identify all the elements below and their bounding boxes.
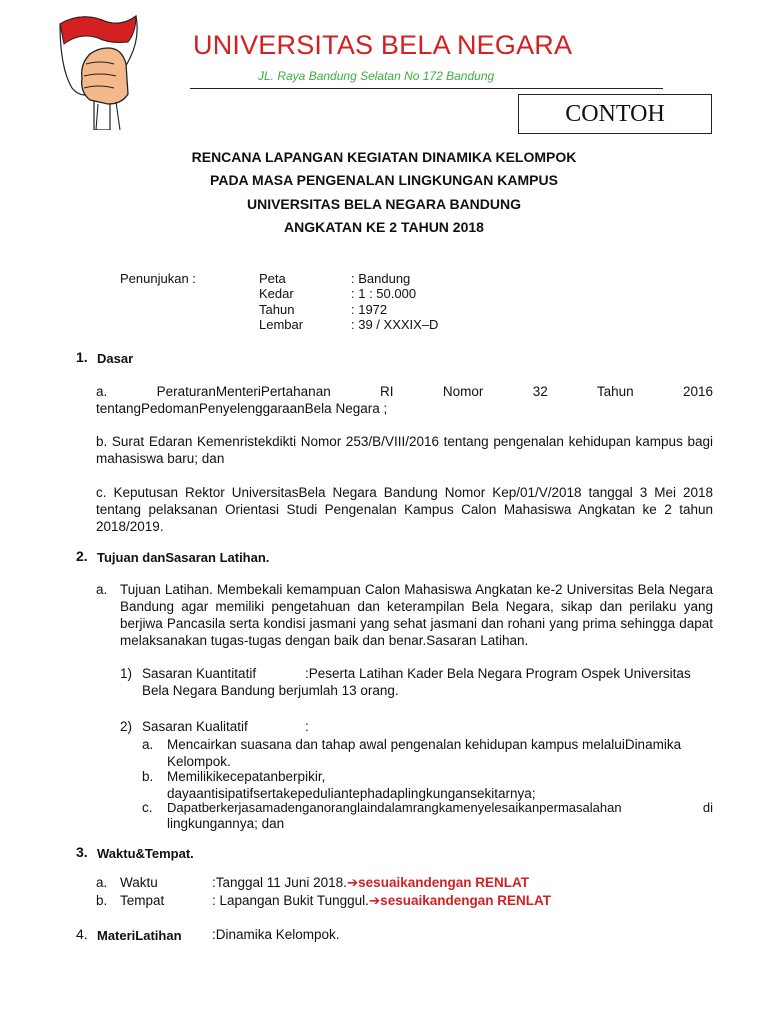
target-value: : — [305, 719, 309, 734]
place-value: : Lapangan Bukit Tunggul. — [212, 893, 369, 908]
section-number: 1. — [76, 349, 88, 365]
list-number: 1) — [120, 666, 133, 681]
target-label: Sasaran Kualitatif — [142, 719, 248, 734]
reference-key: Kedar — [259, 286, 294, 301]
reference-value: : Bandung — [351, 271, 411, 286]
renlat-note: ➔sesuaikandengan RENLAT — [368, 893, 551, 908]
doc-title-line-2: PADA MASA PENGENALAN LINGKUNGAN KAMPUS — [210, 172, 558, 188]
section-number: 3. — [76, 844, 88, 860]
section-title: Tujuan danSasaran Latihan. — [97, 550, 270, 565]
list-label: a. — [96, 875, 108, 890]
reference-label: Penunjukan : — [120, 271, 196, 286]
renlat-note: ➔sesuaikandengan RENLAT — [346, 875, 529, 890]
material-value: :Dinamika Kelompok. — [212, 927, 340, 942]
university-name: UNIVERSITAS BELA NEGARA — [193, 30, 573, 60]
doc-title-line-1: RENCANA LAPANGAN KEGIATAN DINAMIKA KELOMPOK — [191, 149, 577, 165]
field-key: Waktu — [120, 875, 158, 890]
field-value — [212, 893, 551, 909]
reference-value: : 1 : 50.000 — [351, 286, 417, 301]
header-divider — [190, 88, 663, 89]
sub-item-label: a. — [142, 737, 154, 752]
list-label: b. — [96, 893, 108, 908]
reference-key: Tahun — [259, 302, 295, 317]
reference-key: Lembar — [259, 317, 304, 332]
doc-title-line-4: ANGKATAN KE 2 TAHUN 2018 — [284, 219, 484, 235]
section-number: 4. — [76, 926, 88, 942]
university-address: JL. Raya Bandung Selatan No 172 Bandung — [258, 69, 495, 83]
section-2-item-a-text: Tujuan Latihan. Membekali kemampuan Calon Mahasiswa Angkatan ke-2 Universitas Bela Negara Bandung agar memiliki pengetahuan dan keterampilan Bela Negara, sikap dan perilaku yang berjiwa Pancasila serta kondisi jasmani yang sehat jasmani dan rohani yang prima sehingga dapat melaksanakan tugas-tugas dengan baik dan benar.Sasaran Latihan. — [120, 582, 713, 648]
sub-item-text: Dapatberkerjasamadenganoranglaindalamrangkamenyelesaikanpermasalahan di — [167, 800, 713, 815]
section-1-item-a-line-2: tentangPedomanPenyelenggaraanBela Negara ; — [96, 401, 388, 416]
reference-value: : 39 / XXXIX–D — [351, 317, 439, 332]
sub-item-text: Memilikikecepatanberpikir, dayaantisipatifsertakepeduliantерhadaplingkungansekitarnya; — [167, 769, 536, 801]
section-number: 2. — [76, 548, 88, 564]
target-value-continued: Bela Negara Bandung berjumlah 13 orang. — [142, 683, 399, 698]
target-label: Sasaran Kuantitatif — [142, 666, 257, 681]
sub-item-label: b. — [142, 769, 154, 784]
target-value: :Peserta Latihan Kader Bela Negara Program Ospek Universitas — [305, 666, 691, 681]
university-logo-icon — [50, 8, 150, 130]
list-number: 2) — [120, 719, 133, 734]
section-2-item-a-label: a. — [96, 582, 108, 597]
field-value — [212, 875, 529, 891]
doc-title-line-3: UNIVERSITAS BELA NEGARA BANDUNG — [246, 196, 522, 212]
section-1-item-b: b. Surat Edaran Kemenristekdikti Nomor 253/B/VIII/2016 tentang pengenalan kehidupan kampus bagi mahasiswa baru; dan — [96, 434, 713, 466]
field-key: Tempat — [120, 893, 165, 908]
section-1-item-c: c. Keputusan Rektor UniversitasBela Negara Bandung Nomor Kep/01/V/2018 tanggal 3 Mei 2018 tentang pelaksanan Orientasi Studi Pengenalan Kampus Calon Mahasiswa Angkatan ke 2 tahun 2018/2019. — [96, 485, 713, 534]
section-1-item-a-line-1: a. PeraturanMenteriPertahanan RI Nomor 32 Tahun 2016 — [96, 384, 713, 399]
sub-item-text: Mencairkan suasana dan tahap awal pengenalan kehidupan kampus melaluiDinamika Kelompok. — [167, 737, 682, 769]
reference-key: Peta — [259, 271, 286, 286]
sub-item-label: c. — [142, 800, 153, 815]
reference-value: : 1972 — [351, 302, 388, 317]
sample-stamp: CONTOH — [518, 94, 712, 134]
section-title: Dasar — [97, 351, 134, 366]
section-title: MateriLatihan — [97, 928, 182, 943]
sub-item-text-continued: lingkungannya; dan — [167, 816, 285, 831]
section-title: Waktu&Tempat. — [97, 846, 194, 861]
time-value: :Tanggal 11 Juni 2018. — [212, 875, 347, 890]
